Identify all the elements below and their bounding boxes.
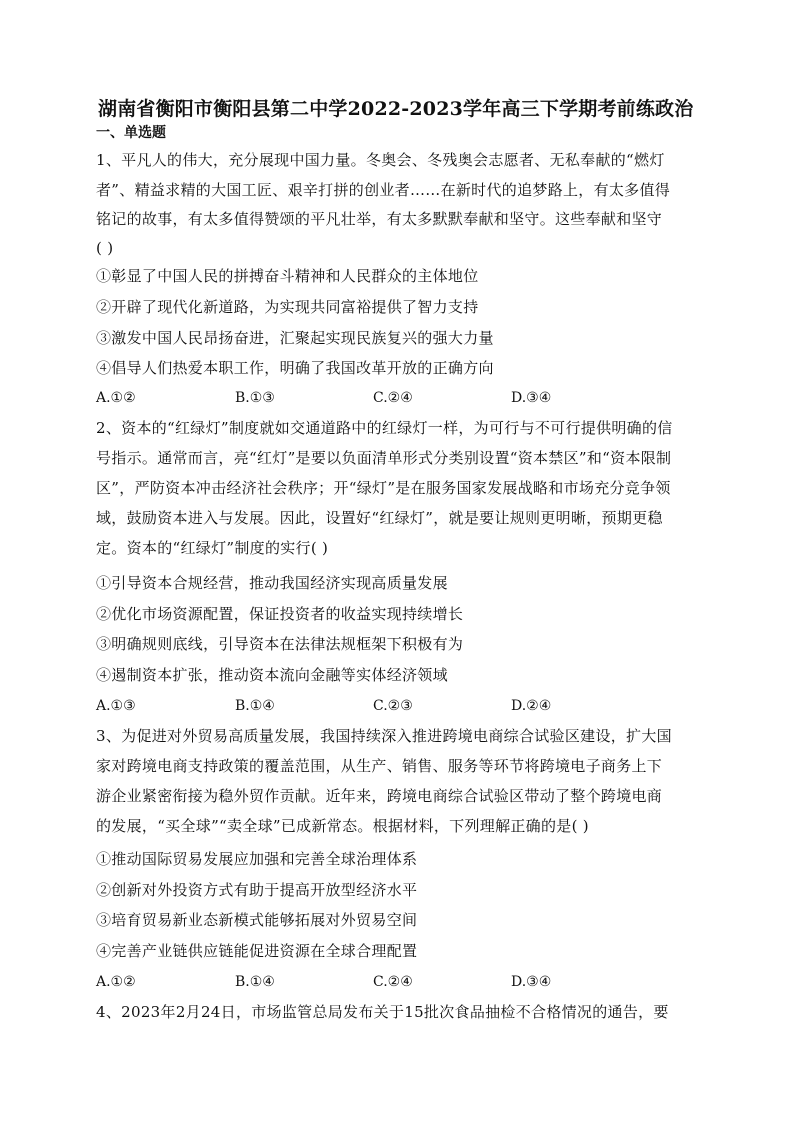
q2-statement: ③明确规则底线，引导资本在法律法规框架下积极有为 <box>96 635 464 653</box>
q2-statement: ②优化市场资源配置，保证投资者的收益实现持续增长 <box>96 605 464 623</box>
q1-stem-line: 铭记的故事，有太多值得赞颂的平凡壮举，有太多默默奉献和坚守。这些奉献和坚守 <box>96 210 663 228</box>
q1-option-b: B.①③ <box>235 390 275 406</box>
q1-statement: ③激发中国人民昂扬奋进，汇聚起实现民族复兴的强大力量 <box>96 329 494 347</box>
q1-stem-line: ( ) <box>96 239 114 257</box>
q2-option-b: B.①④ <box>235 698 275 714</box>
q4-stem-line: 4、2023年2月24日，市场监管总局发布关于15批次食品抽检不合格情况的通告，要 <box>96 1003 669 1021</box>
q3-stem-line: 的发展，“买全球”“卖全球”已成新常态。根据材料，下列理解正确的是( ) <box>96 817 589 835</box>
q2-statement: ④遏制资本扩张，推动资本流向金融等实体经济领域 <box>96 666 448 684</box>
q1-option-c: C.②④ <box>373 390 413 406</box>
q3-statement: ②创新对外投资方式有助于提高开放型经济水平 <box>96 881 418 899</box>
q1-option-d: D.③④ <box>511 390 552 406</box>
q2-stem-line: 域，鼓励资本进入与发展。因此，设置好“红绿灯”，就是要让规则更明晰，预期更稳 <box>96 509 663 527</box>
q1-stem-line: 1、平凡人的伟大，充分展现中国力量。冬奥会、冬残奥会志愿者、无私奉献的“燃灯 <box>96 151 665 169</box>
q3-statement: ③培育贸易新业态新模式能够拓展对外贸易空间 <box>96 911 418 929</box>
q2-stem-line: 号指示。通常而言，亮“红灯”是要以负面清单形式分类别设置“资本禁区”和“资本限制 <box>96 449 672 467</box>
q2-statement: ①引导资本合规经营，推动我国经济实现高质量发展 <box>96 574 448 592</box>
q3-statement: ①推动国际贸易发展应加强和完善全球治理体系 <box>96 850 418 868</box>
q2-stem-line: 定。资本的“红绿灯”制度的实行( ) <box>96 539 329 557</box>
q1-statement: ②开辟了现代化新道路，为实现共同富裕提供了智力支持 <box>96 298 479 316</box>
q3-option-d: D.③④ <box>511 974 552 990</box>
q1-stem-line: 者”、精益求精的大国工匠、艰辛打拼的创业者……在新时代的追梦路上，有太多值得 <box>96 181 671 199</box>
q2-option-a: A.①③ <box>96 698 136 714</box>
q2-option-c: C.②③ <box>373 698 413 714</box>
q1-option-a: A.①② <box>96 390 136 406</box>
q1-statement: ①彰显了中国人民的拼搏奋斗精神和人民群众的主体地位 <box>96 267 479 285</box>
q3-option-a: A.①② <box>96 974 136 990</box>
q2-option-d: D.②④ <box>511 698 552 714</box>
q2-stem-line: 2、资本的“红绿灯”制度就如交通道路中的红绿灯一样，为可行与不可行提供明确的信 <box>96 419 673 437</box>
page-title: 湖南省衡阳市衡阳县第二中学2022-2023学年高三下学期考前练政治 <box>98 98 694 120</box>
q1-statement: ④倡导人们热爱本职工作，明确了我国改革开放的正确方向 <box>96 359 494 377</box>
section-heading: 一、单选题 <box>96 125 166 141</box>
q3-option-b: B.①④ <box>235 974 275 990</box>
q3-stem-line: 3、为促进对外贸易高质量发展，我国持续深入推进跨境电商综合试验区建设，扩大国 <box>96 727 672 745</box>
q3-statement: ④完善产业链供应链能促进资源在全球合理配置 <box>96 942 418 960</box>
q3-stem-line: 游企业紧密衔接为稳外贸作贡献。近年来，跨境电商综合试验区带动了整个跨境电商 <box>96 787 663 805</box>
q3-option-c: C.②④ <box>373 974 413 990</box>
q3-stem-line: 家对跨境电商支持政策的覆盖范围，从生产、销售、服务等环节将跨境电子商务上下 <box>96 757 663 775</box>
q2-stem-line: 区”，严防资本冲击经济社会秩序；开“绿灯”是在服务国家发展战略和市场充分竞争领 <box>96 479 671 497</box>
